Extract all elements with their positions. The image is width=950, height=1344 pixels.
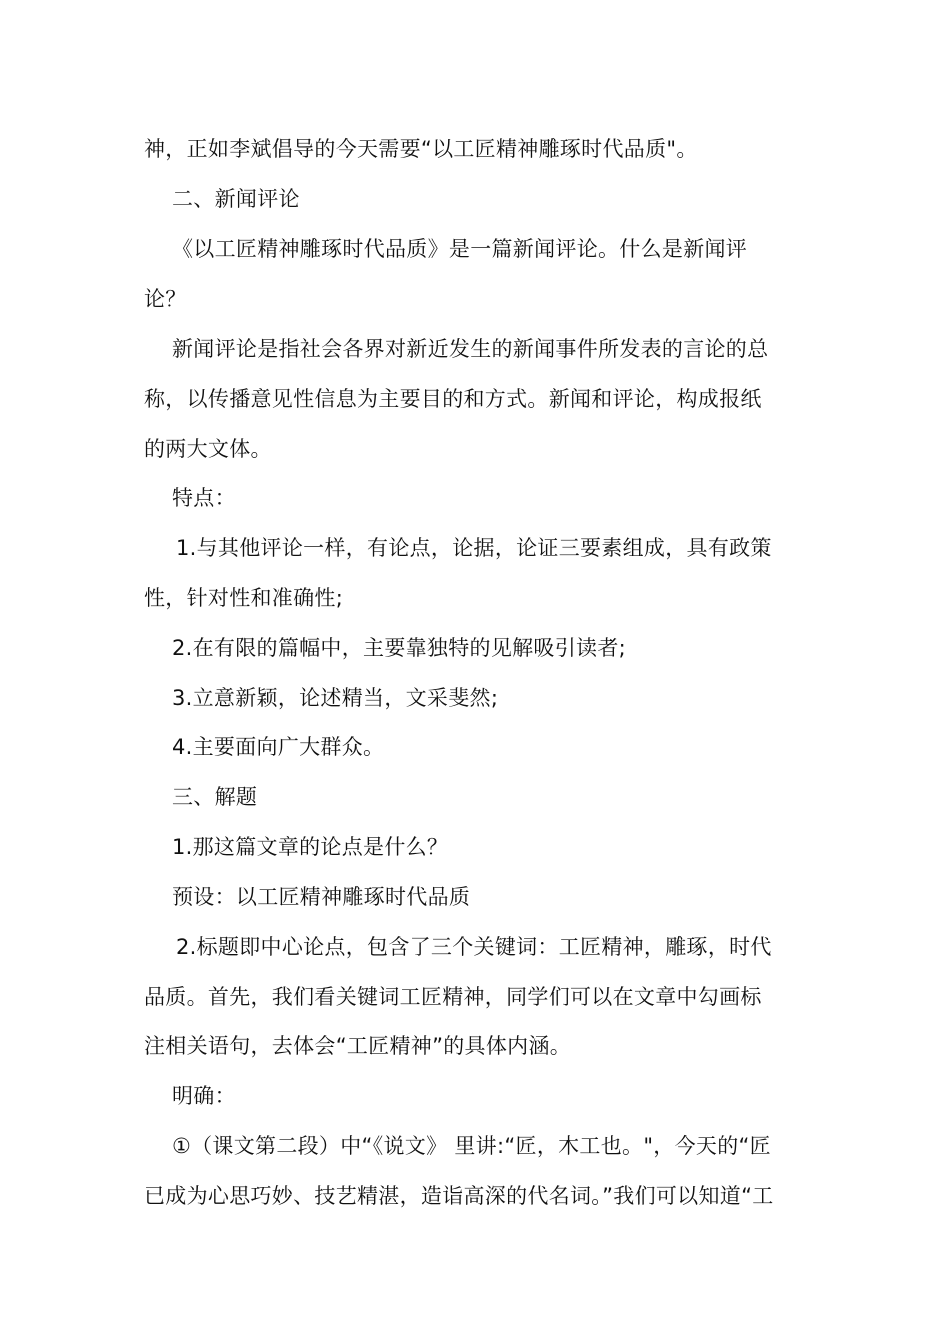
- text-line: 神，正如李斌倡导的今天需要“以工匠精神雕琢时代品质"。: [144, 137, 698, 161]
- text-line: 称，以传播意见性信息为主要目的和方式。新闻和评论，构成报纸: [144, 387, 762, 411]
- section-heading: 三、解题: [172, 785, 258, 809]
- list-item: 1.与其他评论一样，有论点，论据，论证三要素组成，具有政策: [176, 536, 772, 560]
- text-line: 已成为心思巧妙、技艺精湛，造诣高深的代名词。”我们可以知道“工: [144, 1184, 774, 1208]
- text-line: 品质。首先，我们看关键词工匠精神，同学们可以在文章中勾画标: [144, 985, 762, 1009]
- section-heading: 二、新闻评论: [172, 187, 300, 211]
- list-item: 1.那这篇文章的论点是什么？: [172, 835, 449, 859]
- text-line: ①（课文第二段）中“《说文》 里讲:“匠，木工也。"，今天的“匠: [172, 1134, 771, 1158]
- text-line: 《以工匠精神雕琢时代品质》是一篇新闻评论。什么是新闻评: [172, 237, 748, 261]
- list-item: 3.立意新颖，论述精当，文采斐然;: [172, 686, 499, 710]
- text-line: 特点：: [172, 486, 236, 510]
- list-item: 2.在有限的篇幅中，主要靠独特的见解吸引读者;: [172, 636, 627, 660]
- list-item: 4.主要面向广大群众。: [172, 735, 385, 759]
- text-line: 论？: [144, 287, 187, 311]
- text-line: 性，针对性和准确性;: [144, 586, 344, 610]
- text-line: 预设：以工匠精神雕琢时代品质: [172, 885, 471, 909]
- text-line: 的两大文体。: [144, 437, 272, 461]
- list-item: 2.标题即中心论点，包含了三个关键词：工匠精神，雕琢，时代: [176, 935, 772, 959]
- text-line: 新闻评论是指社会各界对新近发生的新闻事件所发表的言论的总: [172, 337, 769, 361]
- text-line: 明确：: [172, 1084, 236, 1108]
- text-line: 注相关语句，去体会“工匠精神”的具体内涵。: [144, 1034, 572, 1058]
